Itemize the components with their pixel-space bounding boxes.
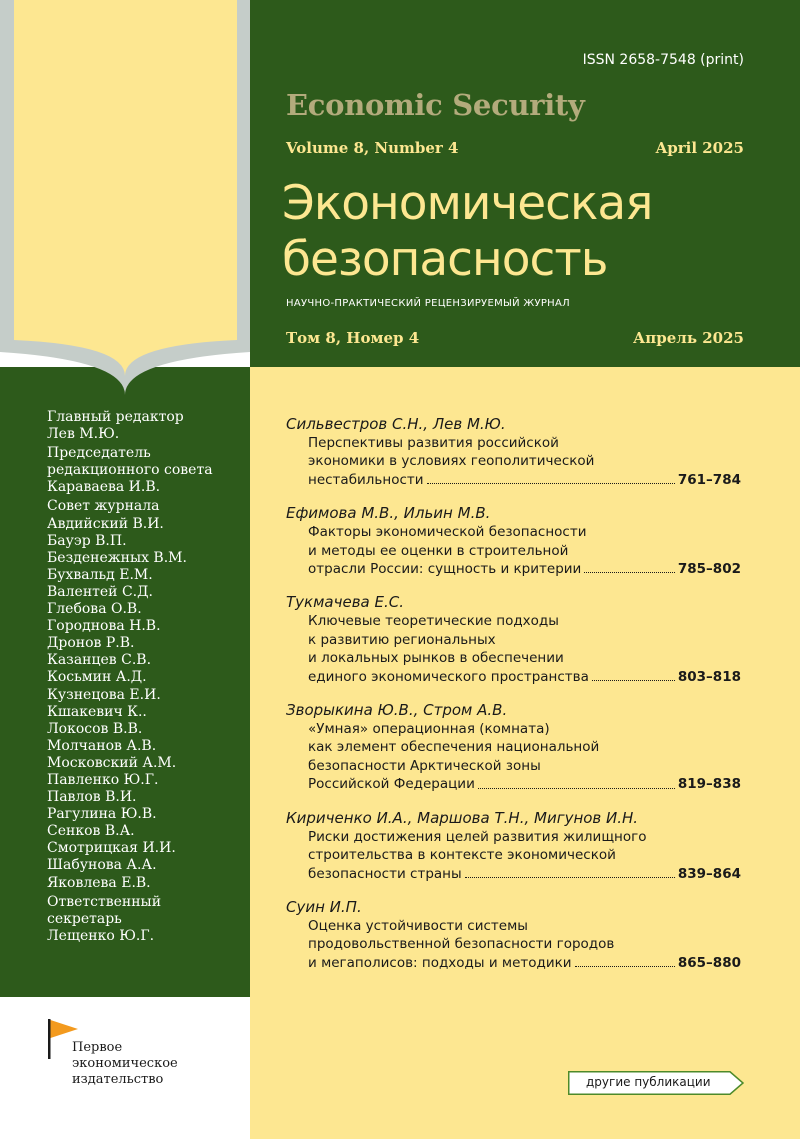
article-pages: 839–864 (677, 865, 741, 882)
russian-subtitle: НАУЧНО-ПРАКТИЧЕСКИЙ РЕЦЕНЗИРУЕМЫЙ ЖУРНАЛ (286, 298, 570, 309)
board-member: Сенков В.А. (47, 823, 135, 840)
russian-title (282, 176, 652, 288)
article-title-line: и локальных рынков в обеспечении (308, 650, 564, 667)
publisher-logo (48, 1019, 248, 1099)
english-date: April 2025 (655, 139, 744, 157)
board-role-label: Ответственный (47, 893, 162, 910)
article-title-line: Российской Федерации (308, 776, 475, 793)
board-member: Московский А.М. (47, 754, 177, 771)
dot-leader (465, 865, 675, 878)
article-title-line: Факторы экономической безопасности (308, 524, 587, 541)
board-role-chair (47, 445, 247, 496)
board-member: Дронов Р.В. (47, 635, 135, 652)
board-member: Рагулина Ю.В. (47, 806, 157, 823)
dot-leader (592, 668, 675, 681)
article-entry[interactable] (286, 700, 756, 794)
article-title-line: нестабильности (308, 471, 424, 488)
other-publications-button[interactable] (568, 1071, 744, 1095)
article-title-line: и методы ее оценки в строительной (308, 542, 569, 559)
board-role-label: Главный редактор (47, 409, 184, 425)
article-title-line: Ключевые теоретические подходы (308, 613, 559, 630)
publisher-name-line: экономическое (72, 1056, 178, 1071)
board-member: Казанцев С.В. (47, 652, 152, 669)
bookmark-shield-graphic (0, 0, 250, 410)
article-title-line: к развитию региональных (308, 631, 496, 648)
article-entry[interactable] (286, 503, 756, 578)
article-title-last-line (308, 560, 741, 578)
board-member: Павлов В.И. (47, 789, 137, 806)
article-authors: Зворыкина Ю.В., Стром А.В. (286, 701, 508, 720)
article-title-line: безопасности страны (308, 865, 462, 882)
article-title-line: Риски достижения целей развития жилищного (308, 828, 647, 845)
table-of-contents (286, 414, 756, 986)
article-title-line: как элемент обеспечения национальной (308, 739, 600, 756)
article-title-line: Оценка устойчивости системы (308, 917, 528, 934)
article-title-line: экономики в условиях геополитической (308, 453, 595, 470)
article-pages: 865–880 (677, 954, 741, 971)
board-member: Глебова О.В. (47, 601, 142, 618)
article-pages: 803–818 (677, 668, 741, 685)
dot-leader (584, 560, 675, 573)
english-title: Economic Security (286, 88, 585, 122)
board-member: Смотрицкая И.И. (47, 840, 176, 857)
article-title-line: единого экономического пространства (308, 668, 589, 685)
article-title-line: и мегаполисов: подходы и методики (308, 954, 572, 971)
article-title-line: отрасли России: сущность и критерии (308, 561, 582, 578)
article-title-last-line (308, 954, 741, 972)
board-member: Павленко Ю.Г. (47, 771, 159, 788)
dot-leader (575, 954, 675, 967)
article-entry[interactable] (286, 897, 756, 972)
article-title-last-line (308, 668, 741, 686)
article-title-line: «Умная» операционная (комната) (308, 721, 550, 738)
board-member: Кшакевич К.. (47, 703, 147, 720)
article-entry[interactable] (286, 592, 756, 686)
board-member: Локосов В.В. (47, 720, 143, 737)
board-member: Авдийский В.И. (47, 515, 164, 532)
article-authors: Кириченко И.А., Маршова Т.Н., Мигунов И.Н. (286, 808, 639, 827)
board-member: Шабунова А.А. (47, 857, 157, 874)
board-member: Безденежных В.М. (47, 549, 187, 566)
article-authors: Суин И.П. (286, 897, 362, 916)
article-title-line: безопасности Арктической зоны (308, 757, 541, 774)
article-pages: 785–802 (677, 561, 741, 578)
board-member: Лещенко Ю.Г. (47, 927, 155, 944)
board-member: Кузнецова Е.И. (47, 686, 161, 703)
publisher-name-line: издательство (72, 1072, 164, 1087)
board-member: Бауэр В.П. (47, 532, 127, 549)
article-entry[interactable] (286, 808, 756, 883)
board-member: Лев М.Ю. (47, 426, 120, 443)
article-title-last-line (308, 775, 741, 793)
article-title-line: Перспективы развития российской (308, 435, 559, 451)
board-member: Бухвальд Е.М. (47, 566, 153, 583)
board-role-label: редакционного совета (47, 462, 213, 479)
article-title-line: строительства в контексте экономической (308, 847, 616, 864)
publisher-name (72, 1040, 178, 1088)
board-member: Молчанов А.В. (47, 737, 157, 754)
article-authors: Сильвестров С.Н., Лев М.Ю. (286, 415, 506, 433)
article-pages: 819–838 (677, 776, 741, 793)
board-role-label: Совет журнала (47, 498, 160, 515)
board-member: Косьмин А.Д. (47, 669, 147, 686)
english-volume: Volume 8, Number 4 (286, 139, 459, 157)
article-title-last-line (308, 471, 741, 489)
article-title-line: продовольственной безопасности городов (308, 936, 615, 953)
board-role-council (47, 498, 247, 891)
board-member: Караваева И.В. (47, 479, 161, 496)
other-publications-label: другие публикации (586, 1075, 711, 1089)
article-entry[interactable] (286, 414, 756, 489)
russian-title-line: Экономическая (282, 176, 653, 231)
board-role-label: Председатель (47, 445, 151, 462)
russian-date: Апрель 2025 (633, 329, 744, 347)
board-member: Городнова Н.В. (47, 618, 161, 635)
article-authors: Ефимова М.В., Ильин М.В. (286, 504, 491, 523)
board-member: Яковлева Е.В. (47, 874, 151, 891)
dot-leader (478, 775, 675, 788)
article-authors: Тукмачева Е.С. (286, 593, 404, 612)
article-title-last-line (308, 865, 741, 883)
board-member: Валентей С.Д. (47, 583, 153, 600)
board-role-editor (47, 409, 247, 443)
russian-title-line: безопасность (282, 232, 608, 287)
russian-volume: Том 8, Номер 4 (286, 329, 420, 347)
board-role-secretary (47, 894, 247, 945)
publisher-name-line: Первое (72, 1040, 123, 1055)
issn: ISSN 2658-7548 (print) (582, 52, 744, 68)
dot-leader (427, 471, 675, 484)
editorial-board (47, 409, 247, 945)
article-pages: 761–784 (677, 471, 741, 488)
board-role-label: секретарь (47, 910, 122, 927)
